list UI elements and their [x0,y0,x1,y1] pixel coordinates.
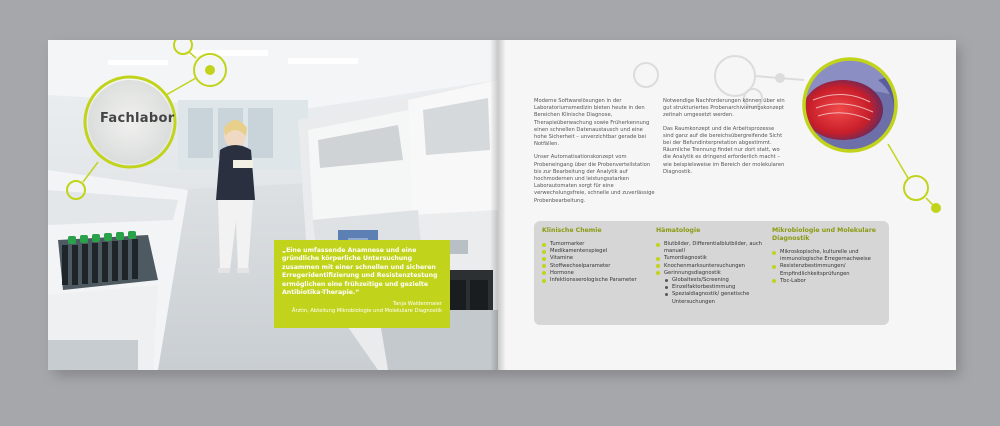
service-item: Gerinnungsdiagnostik [656,270,766,277]
sub-bullet-icon [665,279,668,282]
service-subitem: Einzelfaktorbestimmung [656,284,766,291]
service-column-klinische-chemie [542,227,654,284]
service-title: Mikrobiologie und Molekulare Diagnostik [772,227,876,242]
service-column-haematologie [656,227,766,306]
service-item: Knochenmarksuntersuchungen [656,263,766,270]
service-list [772,249,884,285]
service-title: Klinische Chemie [542,227,602,234]
left-page [48,40,498,370]
service-item: Tumormarker [542,241,654,248]
service-item: Stoffwechselparameter [542,263,654,270]
paragraph: Notwendige Nachforderungen können über ein gut strukturiertes Probenarchivierungskonzept zeitnah umgesetzt werden. [663,98,785,119]
bullet-icon [656,257,660,261]
service-item: Blutbilder, Differentialblutbilder, auch manuell [656,241,766,255]
service-list [542,241,654,284]
paragraph: Das Raumkonzept und die Arbeitsprozesse sind ganz auf die bereichsübergreifende Sicht bei der Befundinterpretation abgestimmt. Räumliche Trennung findet nur dort statt, wo die Analytik es dringend erforderlich macht – wie beispielsweise im Bereich der molekularen Diagnostik. [663,125,785,175]
right-page [498,40,956,370]
sub-bullet-icon [665,286,668,289]
service-item: Resistenzbestimmungen/ Empfindlichkeitsprüfungen [772,263,884,277]
service-item: Infektionsserologische Parameter [542,277,654,284]
quote-box [274,240,450,328]
quote-text: „Eine umfassende Anamnese und eine gründliche körperliche Untersuchung zusammen mit einer schnellen und sicheren Erregeridentifizierung und Resistenztestung ermöglichen eine frühzeitige und gezielte Antibiotika-Therapie.“ [282,247,438,297]
sub-bullet-icon [665,293,668,296]
bullet-icon [542,257,546,261]
petri-dish-photo [798,55,908,155]
service-column-mikrobiologie [772,227,884,285]
quote-author: Tanja Waldenmaier [392,301,442,308]
bullet-icon [656,243,660,247]
bullet-icon [772,279,776,283]
paragraph: Unser Automatisationskonzept vom Probeneingang über die Probenverteilstation bis zur Bearbeitung der Analytik auf hochmodernen und leistungsstarken Laborautomaten sorgt für eine verwechslungsfreie, schnelle und zuverlässige Probenbearbeitung. [534,154,655,204]
service-item: Hormone [542,270,654,277]
brochure-spine [490,40,506,370]
service-item: Vitamine [542,255,654,262]
service-item: Tbc-Labor [772,278,884,285]
service-subitem: Globaltests/Screening [656,277,766,284]
service-item: Mikroskopische, kulturelle und immunologische Erregernachweise [772,249,884,263]
service-subitem: Spezialdiagnostik/ genetische Untersuchungen [656,291,766,305]
page-headline: Fachlabor [100,111,175,126]
bullet-icon [542,264,546,268]
bullet-icon [656,264,660,268]
service-item: Medikamentenspiegel [542,248,654,255]
paragraph: Moderne Softwarelösungen in der Laboratoriumsmedizin bieten heute in den Bereichen Klinische Diagnose, Therapieüberwachung sowie Früherkennung einen schnellen Datenaustausch und eine hohe Sicherheit – unverzichtbar gerade bei Notfällen. [534,98,650,148]
bullet-icon [542,271,546,275]
bullet-icon [772,265,776,269]
service-title: Hämatologie [656,227,701,234]
bullet-icon [772,251,776,255]
quote-role: Ärztin, Abteilung Mikrobiologie und Molekulare Diagnostik [291,308,442,315]
services-box [534,221,889,325]
body-text-column-1 [534,98,656,211]
bullet-icon [542,279,546,283]
service-item: Tumordiagnostik [656,255,766,262]
bullet-icon [542,243,546,247]
body-text-column-2 [663,98,785,182]
service-list [656,241,766,306]
bullet-icon [542,250,546,254]
bullet-icon [656,271,660,275]
